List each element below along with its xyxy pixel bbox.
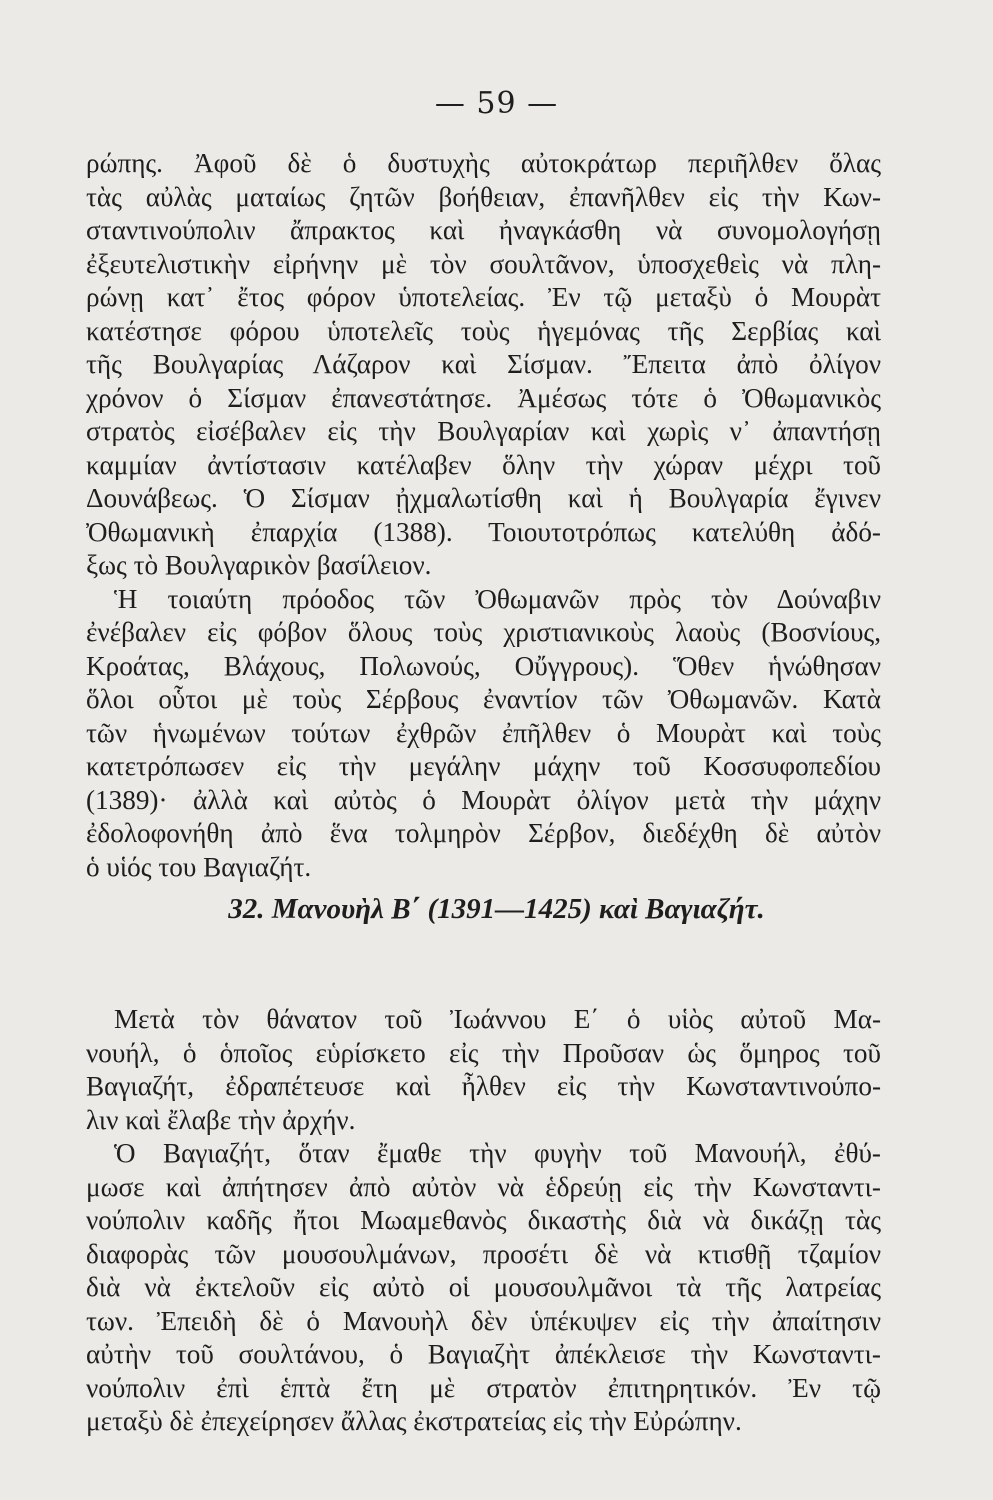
text-block-lower <box>86 1003 881 1439</box>
text-line: λιν καὶ ἔλαβε τὴν ἀρχήν. <box>86 1104 356 1135</box>
text-line: Κροάτας, Βλάχους, Πολωνούς, Οὔγγρους). Ὅθεν ἡνώθησαν <box>86 650 881 681</box>
text-line: σταντινούπολιν ἄπρακτος καὶ ἠναγκάσθη νὰ συνομολογήσῃ <box>86 215 881 245</box>
text-line: κατετρόπωσεν εἰς τὴν μεγάλην μάχην τοῦ Κοσσυφοπεδίου <box>86 751 881 781</box>
text-line: διαφορὰς τῶν μουσουλμάνων, προσέτι δὲ νὰ κτισθῇ τζαμίον <box>86 1238 881 1269</box>
paragraph <box>86 583 881 885</box>
section-heading: 32. Μανουὴλ Β΄ (1391—1425) καὶ Βαγιαζήτ. <box>228 893 765 925</box>
text-line: των. Ἐπειδὴ δὲ ὁ Μανουὴλ δὲν ὑπέκυψεν εἰς τὴν ἀπαίτησιν <box>86 1305 881 1336</box>
text-line: Δουνάβεως. Ὁ Σίσμαν ᾐχμαλωτίσθη καὶ ἡ Βουλγαρία ἔγινεν <box>86 483 881 513</box>
text-line: ρώνῃ κατ᾽ ἔτος φόρον ὑποτελείας. Ἐν τῷ μεταξὺ ὁ Μουρὰτ <box>86 282 881 312</box>
paragraph <box>86 147 881 583</box>
text-line: τὰς αὐλὰς ματαίως ζητῶν βοήθειαν, ἐπανῆλθεν εἰς τὴν Κων- <box>86 181 881 212</box>
text-line: ὅλοι οὗτοι μὲ τοὺς Σέρβους ἐναντίον τῶν Ὀθωμανῶν. Κατὰ <box>86 684 881 714</box>
text-line: ἐξευτελιστικὴν εἰρήνην μὲ τὸν σουλτᾶνον, ὑποσχεθεὶς νὰ πλη- <box>86 248 881 279</box>
text-line: (1389)· ἀλλὰ καὶ αὐτὸς ὁ Μουρὰτ ὀλίγον μετὰ τὴν μάχην <box>86 784 881 815</box>
text-line: ξως τὸ Βουλγαρικὸν βασίλειον. <box>86 550 432 580</box>
text-line: Ὀθωμανικὴ ἐπαρχία (1388). Τοιουτοτρόπως κατελύθη ἀδό- <box>86 516 881 547</box>
text-line: νούπολιν ἐπὶ ἑπτὰ ἔτη μὲ στρατὸν ἐπιτηρητικόν. Ἐν τῷ <box>86 1372 881 1403</box>
text-line: ἐνέβαλεν εἰς φόβον ὅλους τοὺς χριστιανικοὺς λαοὺς (Βοσνίους, <box>86 617 881 647</box>
text-line: αὐτὴν τοῦ σουλτάνου, ὁ Βαγιαζὴτ ἀπέκλεισε τὴν Κωνσταντι- <box>86 1339 881 1369</box>
text-line: Βαγιαζήτ, ἐδραπέτευσε καὶ ἦλθεν εἰς τὴν Κωνσταντινούπο- <box>86 1071 881 1101</box>
text-line: μεταξὺ δὲ ἐπεχείρησεν ἄλλας ἐκστρατείας εἰς τὴν Εὐρώπην. <box>86 1406 742 1436</box>
paragraph <box>86 1137 881 1439</box>
page-number: — 59 — <box>434 86 559 121</box>
text-line: κατέστησε φόρου ὑποτελεῖς τοὺς ἡγεμόνας τῆς Σερβίας καὶ <box>86 315 881 346</box>
text-line: Μετὰ τὸν θάνατον τοῦ Ἰωάννου Ε΄ ὁ υἱὸς αὐτοῦ Μα- <box>114 1004 881 1034</box>
text-line: τῆς Βουλγαρίας Λάζαρον καὶ Σίσμαν. Ἔπειτα ἀπὸ ὀλίγον <box>86 349 881 379</box>
text-line: ὁ υἱός του Βαγιαζήτ. <box>86 851 312 882</box>
text-line: μωσε καὶ ἀπήτησεν ἀπὸ αὐτὸν νὰ ἑδρεύῃ εἰς τὴν Κωνσταντι- <box>86 1171 881 1202</box>
text-line: νούπολιν καδῆς ἤτοι Μωαμεθανὸς δικαστὴς διὰ νὰ δικάζῃ τὰς <box>86 1205 881 1235</box>
text-line: χρόνον ὁ Σίσμαν ἐπανεστάτησε. Ἀμέσως τότε ὁ Ὀθωμανικὸς <box>86 382 881 413</box>
text-line: ἐδολοφονήθη ἀπὸ ἕνα τολμηρὸν Σέρβον, διεδέχθη δὲ αὐτὸν <box>86 818 881 848</box>
text-line: διὰ νὰ ἐκτελοῦν εἰς αὐτὸ οἱ μουσουλμᾶνοι τὰ τῆς λατρείας <box>86 1272 881 1302</box>
text-line: νουήλ, ὁ ὁποῖος εὑρίσκετο εἰς τὴν Προῦσαν ὡς ὅμηρος τοῦ <box>86 1037 881 1068</box>
text-line: στρατὸς εἰσέβαλεν εἰς τὴν Βουλγαρίαν καὶ χωρὶς ν᾽ ἀπαντήσῃ <box>86 416 881 446</box>
text-line: Ἡ τοιαύτη πρόοδος τῶν Ὀθωμανῶν πρὸς τὸν Δούναβιν <box>114 583 881 614</box>
text-line: τῶν ἡνωμένων τούτων ἐχθρῶν ἐπῆλθεν ὁ Μουρὰτ καὶ τοὺς <box>86 717 881 748</box>
paragraph <box>86 1003 881 1137</box>
text-line: Ὁ Βαγιαζήτ, ὅταν ἔμαθε τὴν φυγὴν τοῦ Μανουήλ, ἐθύ- <box>114 1138 881 1168</box>
text-line: ρώπης. Ἀφοῦ δὲ ὁ δυστυχὴς αὐτοκράτωρ περιῆλθεν ὅλας <box>86 148 881 178</box>
text-line: καμμίαν ἀντίστασιν κατέλαβεν ὅλην τὴν χώραν μέχρι τοῦ <box>86 449 881 480</box>
text-block-upper <box>86 147 881 884</box>
